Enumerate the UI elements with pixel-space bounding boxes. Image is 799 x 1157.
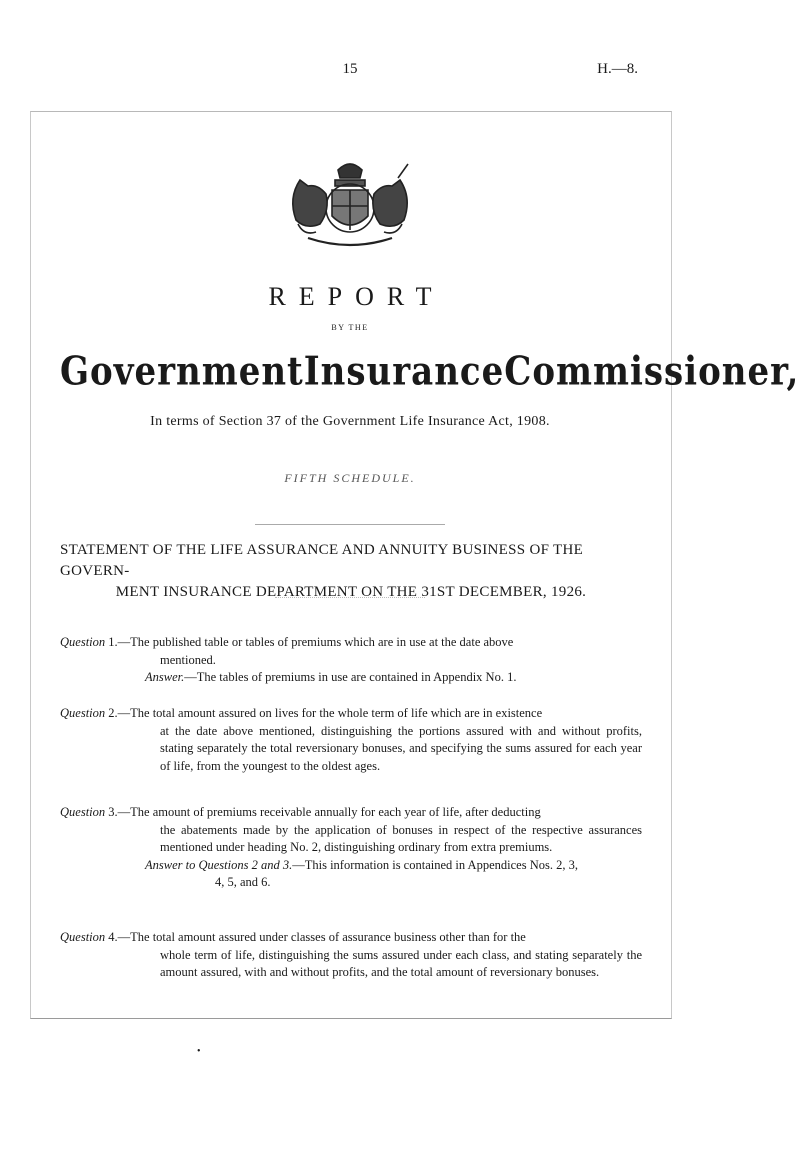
schedule-heading: FIFTH SCHEDULE. — [284, 471, 416, 485]
question-label: Question — [60, 706, 106, 720]
title-word-commissioner: Commissioner, — [504, 349, 799, 395]
question-text: The total amount assured on lives for the whole term of life which are in existence — [130, 706, 543, 720]
page-number: 15 — [342, 61, 358, 77]
question-continuation: mentioned. — [160, 652, 216, 667]
question-text: The published table or tables of premiums which are in use at the date above — [130, 635, 514, 649]
question-4 — [60, 929, 642, 982]
by-the-label: BY THE — [331, 323, 369, 332]
question-label: Question — [60, 930, 106, 944]
statement-line-1: STATEMENT OF THE LIFE ASSURANCE AND ANNUITY BUSINESS OF THE GOVERN- — [60, 542, 584, 579]
answer-2-3 — [60, 857, 642, 892]
blackletter-title — [60, 349, 799, 395]
royal-coat-of-arms-icon — [280, 160, 420, 248]
answer-1 — [60, 669, 642, 687]
question-number: 4.— — [108, 930, 131, 944]
question-continuation: whole term of life, distinguishing the sums assured under each class, and stating separately the amount assured, with and without profits, and the total amount of reversionary bonuses. — [160, 947, 642, 979]
answer-label: Answer. — [145, 670, 185, 684]
question-number: 2.— — [108, 706, 131, 720]
stray-mark: • — [197, 1046, 201, 1057]
question-text: The total amount assured under classes of assurance business other than for the — [130, 930, 526, 944]
answer-text: —The tables of premiums in use are contained in Appendix No. 1. — [184, 670, 517, 684]
question-text: The amount of premiums receivable annually for each year of life, after deducting — [130, 805, 541, 819]
question-continuation: the abatements made by the application of bonuses in respect of the respective assurances mentioned under heading No. 2, distinguishing ordinary from extra premiums. — [160, 822, 642, 854]
statement-heading — [60, 540, 642, 603]
question-label: Question — [60, 805, 106, 819]
document-reference: H.—8. — [597, 61, 638, 77]
question-continuation: at the date above mentioned, distinguishing the portions assured with and without profits, stating separately the total reversionary bonuses, and specifying the sums assured for each year of life, from the youngest to the oldest ages. — [160, 723, 642, 773]
question-2 — [60, 705, 642, 775]
title-word-government: Government — [60, 349, 304, 395]
title-word-insurance: Insurance — [303, 349, 505, 395]
divider — [255, 524, 445, 525]
answer-continuation: 4, 5, and 6. — [215, 875, 271, 889]
question-number: 1.— — [108, 635, 131, 649]
answer-text: —This information is contained in Appendices Nos. 2, 3, — [292, 857, 578, 872]
question-number: 3.— — [108, 805, 131, 819]
question-label: Question — [60, 635, 106, 649]
report-title: REPORT — [268, 282, 445, 311]
divider — [275, 597, 425, 598]
statement-line-2: MENT INSURANCE DEPARTMENT ON THE 31ST DECEMBER, 1926. — [115, 584, 587, 600]
answer-label: Answer to Questions 2 and 3. — [145, 857, 293, 872]
act-reference: In terms of Section 37 of the Government Life Insurance Act, 1908. — [150, 414, 550, 429]
question-3 — [60, 804, 642, 892]
question-1 — [60, 634, 642, 687]
